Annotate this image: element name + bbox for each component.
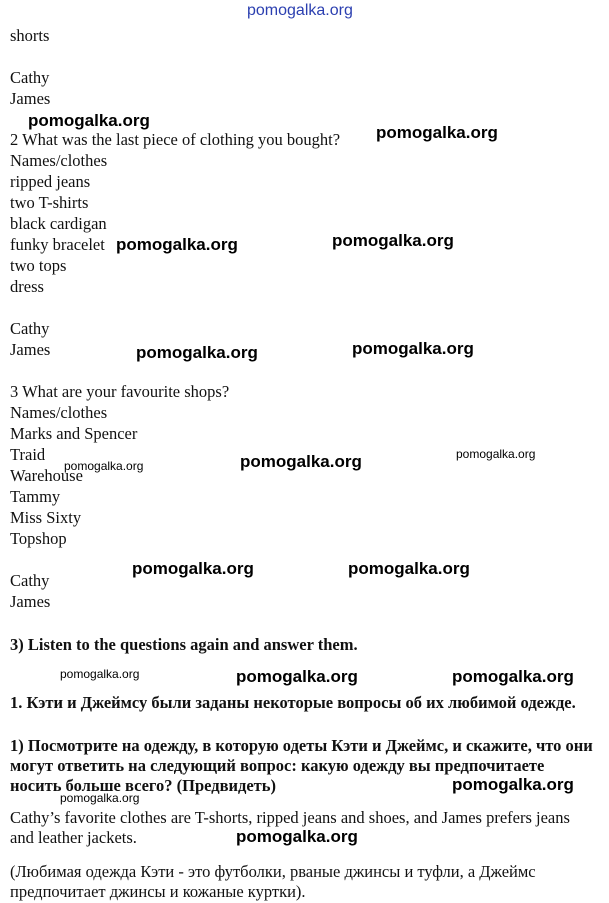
watermark: pomogalka.org	[456, 447, 536, 461]
russian-task-1: 1) Посмотрите на одежду, в которую одеты Кэти и Джеймс, и скажите, что они могут ответить на следующий вопрос: какую одежду вы предпочитаете носить больше всего? (Предвидеть)	[10, 736, 593, 795]
watermark: pomogalka.org	[452, 775, 574, 794]
question-3: 3 What are your favourite shops?	[10, 382, 230, 401]
watermark: pomogalka.org	[60, 791, 140, 805]
shop-topshop: Topshop	[10, 529, 67, 548]
watermark: pomogalka.org	[376, 123, 498, 142]
answer-english: Cathy’s favorite clothes are T-shorts, ripped jeans and shoes, and James prefers jeans and leather jackets.	[10, 808, 570, 847]
text-cathy-2: Cathy	[10, 319, 50, 338]
item-dress: dress	[10, 277, 44, 296]
watermark: pomogalka.org	[236, 827, 358, 846]
names-clothes-header-2: Names/clothes	[10, 403, 108, 422]
question-2: 2 What was the last piece of clothing you bought?	[10, 130, 341, 149]
watermark: pomogalka.org	[60, 667, 140, 681]
item-black-cardigan: black cardigan	[10, 214, 107, 233]
watermark: pomogalka.org	[28, 111, 150, 130]
text-james-1: James	[10, 89, 51, 108]
task-3-heading: 3) Listen to the questions again and answer them.	[10, 635, 358, 654]
watermark: pomogalka.org	[116, 235, 238, 254]
item-ripped-jeans: ripped jeans	[10, 172, 91, 191]
watermark-top: pomogalka.org	[247, 2, 353, 19]
shop-traid: Traid	[10, 445, 46, 464]
watermark: pomogalka.org	[348, 559, 470, 578]
watermark: pomogalka.org	[452, 667, 574, 686]
text-cathy-3: Cathy	[10, 571, 50, 590]
names-clothes-header-1: Names/clothes	[10, 151, 108, 170]
watermark: pomogalka.org	[352, 339, 474, 358]
shop-miss-sixty: Miss Sixty	[10, 508, 82, 527]
answer-russian: (Любимая одежда Кэти - это футболки, рваные джинсы и туфли, а Джеймс предпочитает джинсы и кожаные куртки).	[10, 862, 536, 901]
item-two-tshirts: two T-shirts	[10, 193, 89, 212]
item-funky-bracelet: funky bracelet	[10, 235, 105, 254]
watermark: pomogalka.org	[132, 559, 254, 578]
watermark: pomogalka.org	[240, 452, 362, 471]
text-james-3: James	[10, 592, 51, 611]
shop-tammy: Tammy	[10, 487, 61, 506]
russian-intro: 1. Кэти и Джеймсу были заданы некоторые вопросы об их любимой одежде.	[10, 693, 576, 712]
text-cathy-1: Cathy	[10, 68, 50, 87]
watermark: pomogalka.org	[64, 459, 144, 473]
watermark: pomogalka.org	[136, 343, 258, 362]
item-two-tops: two tops	[10, 256, 67, 275]
shop-marks-and-spencer: Marks and Spencer	[10, 424, 138, 443]
shop-warehouse: Warehouse	[10, 466, 83, 485]
watermark: pomogalka.org	[236, 667, 358, 686]
watermark: pomogalka.org	[332, 231, 454, 250]
text-shorts: shorts	[10, 26, 50, 45]
text-james-2: James	[10, 340, 51, 359]
